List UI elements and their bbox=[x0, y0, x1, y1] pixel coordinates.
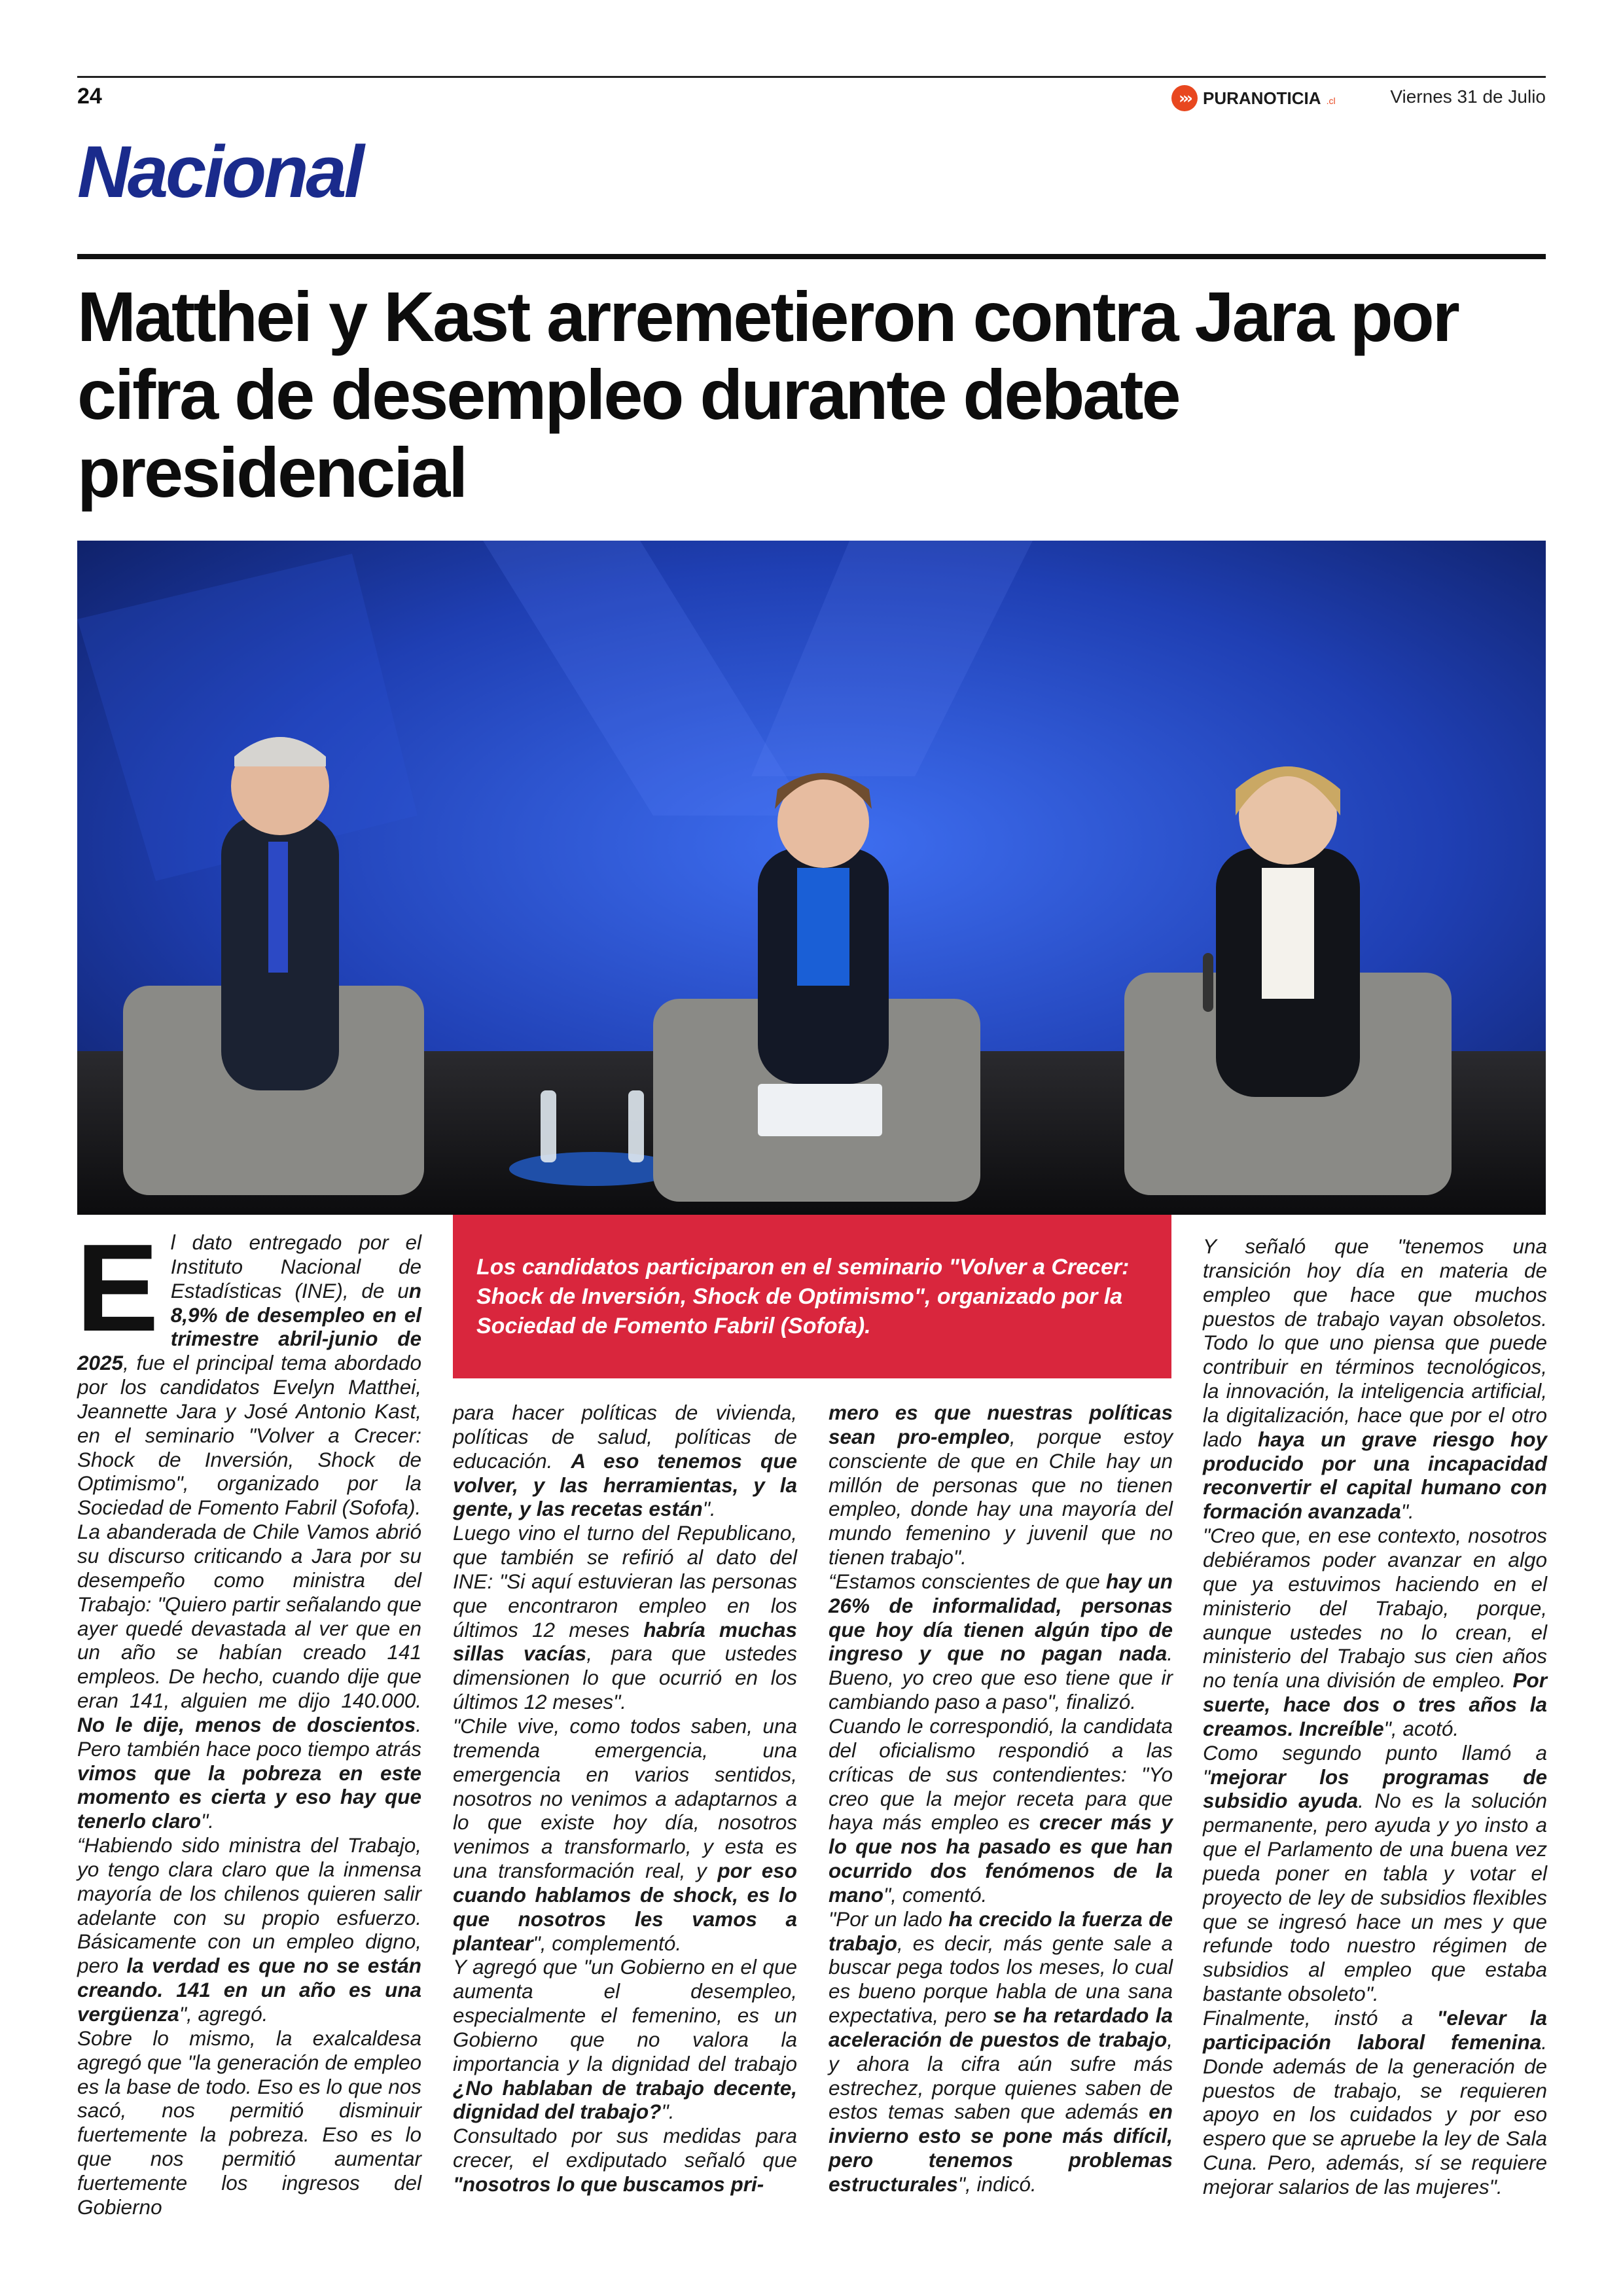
body-text: "Chile vive, como todos saben, una tremenda emergencia, una emergencia en varios sentidos, nosotros no venimos a adaptarnos a lo que existe hoy día, nosotros venimos a transformarlo, y esta es una transformación real, y bbox=[453, 1713, 797, 1883]
body-text: "Por un lado bbox=[829, 1907, 949, 1931]
issue-date: Viernes 31 de Julio bbox=[1390, 86, 1546, 107]
bold-text: "nosotros lo que buscamos pri- bbox=[453, 2172, 764, 2196]
body-text: Como segundo punto llamó a " bbox=[1203, 1740, 1547, 1789]
body-text: ", acotó. bbox=[1383, 1716, 1459, 1740]
bold-text: ¿No hablaban de trabajo decente, dignidad del trabajo? bbox=[453, 2075, 797, 2124]
body-text: , fue el principal tema abordado por los candidatos Evelyn Matthei, Jeannette Jara y José Antonio Kast, en el seminario "Volver a Crecer: Shock de Inversión, Shock de Optimismo", organizado por la Sociedad de Fomento Fabril (Sofofa). bbox=[77, 1351, 421, 1520]
article-column-1 bbox=[76, 1219, 421, 2219]
body-text: l dato entregado por el Instituto Nacional de Estadísticas (INE), de u bbox=[170, 1230, 421, 1302]
body-paragraph bbox=[453, 1521, 797, 1714]
body-text: . Bueno, yo creo que eso tiene que ir cambiando paso a paso", finalizó. bbox=[829, 1641, 1173, 1714]
body-text: “Estamos conscientes de que bbox=[829, 1569, 1106, 1593]
bold-text: en invierno esto se pone más difícil, pero tenemos problemas estructurales bbox=[829, 2100, 1173, 2196]
body-text: ". bbox=[661, 2100, 675, 2124]
article-column-4 bbox=[1203, 1234, 1547, 2199]
chevrons-icon: ››› bbox=[1171, 85, 1198, 111]
body-text: . No es la solución permanente, pero ayuda y yo insto a que el Parlamento de una buena vez pueda poner en tabla y votar el proyecto de ley de subsidios flexibles que se ingresó hace un mes y que refunde todo nuestro régimen de subsidios al empleo que estaba bastante obsoleto". bbox=[1203, 1789, 1547, 2006]
bold-text: ha crecido la fuerza de trabajo bbox=[829, 1907, 1173, 1955]
body-text: . Pero también hace poco tiempo atrás bbox=[77, 1712, 421, 1761]
bold-text: hay un 26% de informalidad, personas que hoy día tienen algún tipo de ingreso y que no pagan nada bbox=[829, 1569, 1173, 1666]
body-text: , para que ustedes dimensionen lo que ocurrió en los últimos 12 meses". bbox=[453, 1641, 797, 1714]
photo-caption: Los candidatos participaron en el seminario "Volver a Crecer: Shock de Inversión, Shock de Optimismo", organizado por la Sociedad de Fomento Fabril (Sofofa). bbox=[453, 1215, 1171, 1378]
bold-text: Por suerte, hace dos o tres años la creamos. Increíble bbox=[1203, 1668, 1547, 1740]
bold-text: No le dije, menos de doscientos bbox=[77, 1712, 416, 1736]
page-number: 24 bbox=[77, 84, 102, 109]
body-paragraph bbox=[829, 1907, 1173, 2197]
body-text: , porque estoy consciente de que en Chile hay un millón de personas que no tienen empleo, donde hay una mayoría del mundo femenino y juvenil que no tienen trabajo". bbox=[829, 1424, 1173, 1570]
section-title: Nacional bbox=[77, 131, 362, 213]
bold-text: habría muchas sillas vacías bbox=[453, 1617, 797, 1666]
body-paragraph bbox=[453, 1714, 797, 1955]
body-text: ", comentó. bbox=[883, 1882, 988, 1907]
body-paragraph bbox=[1203, 2006, 1547, 2199]
body-text: Luego vino el turno del Republicano, que también se refirió al dato del INE: "Si aquí estuvieran las personas que encontraron empleo en los últimos 12 meses bbox=[453, 1521, 797, 1641]
brand-logo bbox=[1171, 85, 1336, 111]
body-text: para hacer políticas de vivienda, políticas de salud, políticas de educación. bbox=[453, 1401, 797, 1473]
body-text: Y señaló que "tenemos una transición hoy día en materia de empleo que hace que muchos puestos de trabajo vayan obsoletos. Todo lo que uno piensa que puede contribuir en términos tecnológicos, la innovación, la inteligencia artificial, la digitalización, hace que por el otro lado bbox=[1203, 1234, 1547, 1451]
bold-text: "elevar la participación laboral femenina bbox=[1203, 2006, 1547, 2054]
body-text: , es decir, más gente sale a buscar pega todos los meses, lo cual es bueno porque habla de una sana expectativa, pero bbox=[829, 1931, 1173, 2028]
body-text: . Donde además de la generación de puestos de trabajo, se requieren apoyo en los cuidados y por eso espero que se apruebe la ley de Sala Cuna. Pero, además, sí se requiere mejorar salarios de las mujeres". bbox=[1203, 2030, 1547, 2198]
body-paragraph bbox=[453, 1955, 797, 2124]
bold-text: A eso tenemos que volver, y las herramientas, y la gente, y las recetas están bbox=[453, 1448, 797, 1521]
body-text: ", complementó. bbox=[533, 1931, 682, 1955]
body-paragraph bbox=[1203, 1741, 1547, 2006]
article-headline: Matthei y Kast arremetieron contra Jara por cifra de desempleo durante debate presidencial bbox=[77, 277, 1458, 512]
body-text: ". bbox=[201, 1809, 214, 1833]
article-column-3 bbox=[829, 1401, 1173, 2197]
body-paragraph bbox=[829, 1401, 1173, 1570]
body-text: Cuando le correspondió, la candidata del oficialismo respondió a las críticas de sus contendientes: "Yo creo que la mejor receta para que haya más empleo es bbox=[829, 1713, 1173, 1835]
header-rule bbox=[77, 76, 1546, 78]
section-rule bbox=[77, 254, 1546, 259]
body-paragraph bbox=[829, 1570, 1173, 1714]
body-text: ". bbox=[702, 1497, 716, 1521]
body-paragraph bbox=[453, 1401, 797, 1521]
body-text: ", agregó. bbox=[179, 2002, 268, 2026]
bold-text: vimos que la pobreza en este momento es cierta y eso hay que tenerlo claro bbox=[77, 1761, 421, 1833]
brand-suffix: .cl bbox=[1326, 96, 1336, 106]
body-text: "Creo que, en ese contexto, nosotros debiéramos poder avanzar en algo que ya estuvimos haciendo en el ministerio del Trabajo, porque, aunque ustedes no lo crean, el ministerio del Trabajo sus cien años no tenía una división de empleo. bbox=[1203, 1524, 1547, 1693]
body-paragraph bbox=[77, 2026, 421, 2219]
body-paragraph bbox=[829, 1714, 1173, 1907]
body-text: ", indicó. bbox=[957, 2172, 1037, 2196]
bold-text: la verdad es que no se están creando. 141 en un año es una vergüenza bbox=[77, 1954, 421, 2026]
bold-text: mejorar los programas de subsidio ayuda bbox=[1203, 1765, 1547, 1813]
body-text: Finalmente, instó a bbox=[1203, 2006, 1437, 2030]
body-text: ". bbox=[1400, 1499, 1414, 1524]
body-text: “Habiendo sido ministra del Trabajo, yo tengo clara claro que la inmensa mayoría de los chilenos quieren salir adelante con su propio esfuerzo. Básicamente con un empleo digno, pero bbox=[77, 1833, 421, 1978]
bold-text: mero es que nuestras políticas sean pro-empleo bbox=[829, 1401, 1173, 1448]
body-paragraph bbox=[77, 1520, 421, 1833]
body-text: Consultado por sus medidas para crecer, el exdiputado señaló que bbox=[453, 2124, 797, 2172]
body-text: , y ahora la cifra aún sufre más estrechez, porque quienes saben de estos temas saben que además bbox=[829, 2027, 1173, 2124]
bold-text: por eso cuando hablamos de shock, es lo que nosotros les vamos a plantear bbox=[453, 1859, 797, 1955]
body-text: Y agregó que "un Gobierno en el que aumenta el desempleo, especialmente el femenino, es un Gobierno que no valora la importancia y la dignidad del trabajo bbox=[453, 1955, 797, 2075]
body-text: La abanderada de Chile Vamos abrió su discurso criticando a Jara por su desempeño como ministra del Trabajo: "Quiero partir señalando que ayer quedé devastada al ver que en un año se habían creado 141 empleos. De hecho, cuando dije que eran 141, alguien me dijo 140.000. bbox=[77, 1520, 421, 1713]
body-paragraph bbox=[77, 1833, 421, 2026]
bold-text: se ha retardado la aceleración de puestos de trabajo bbox=[829, 2003, 1173, 2051]
article-column-2 bbox=[453, 1401, 797, 2197]
bold-text: haya un grave riesgo hoy producido por una incapacidad reconvertir el capital humano con formación avanzada bbox=[1203, 1427, 1547, 1524]
body-paragraph bbox=[1203, 1234, 1547, 1524]
bold-text: n 8,9% de desempleo en el trimestre abril-junio de 2025 bbox=[77, 1278, 421, 1375]
panel-photo-illustration bbox=[77, 541, 1546, 1215]
body-text: Sobre lo mismo, la exalcaldesa agregó que "la generación de empleo es la base de todo. Eso es lo que nos sacó, nos permitió disminuir fuertemente la pobreza. Eso es lo que nos permitió aumentar fuertemente los ingresos del Gobierno bbox=[77, 2026, 421, 2219]
bold-text: crecer más y lo que nos ha pasado es que han ocurrido dos fenómenos de la mano bbox=[829, 1810, 1173, 1907]
body-paragraph bbox=[1203, 1524, 1547, 1741]
article-photo bbox=[77, 541, 1546, 1215]
drop-cap: E bbox=[76, 1219, 159, 1357]
body-paragraph bbox=[453, 2124, 797, 2197]
brand-name: PURANOTICIA bbox=[1203, 88, 1321, 108]
